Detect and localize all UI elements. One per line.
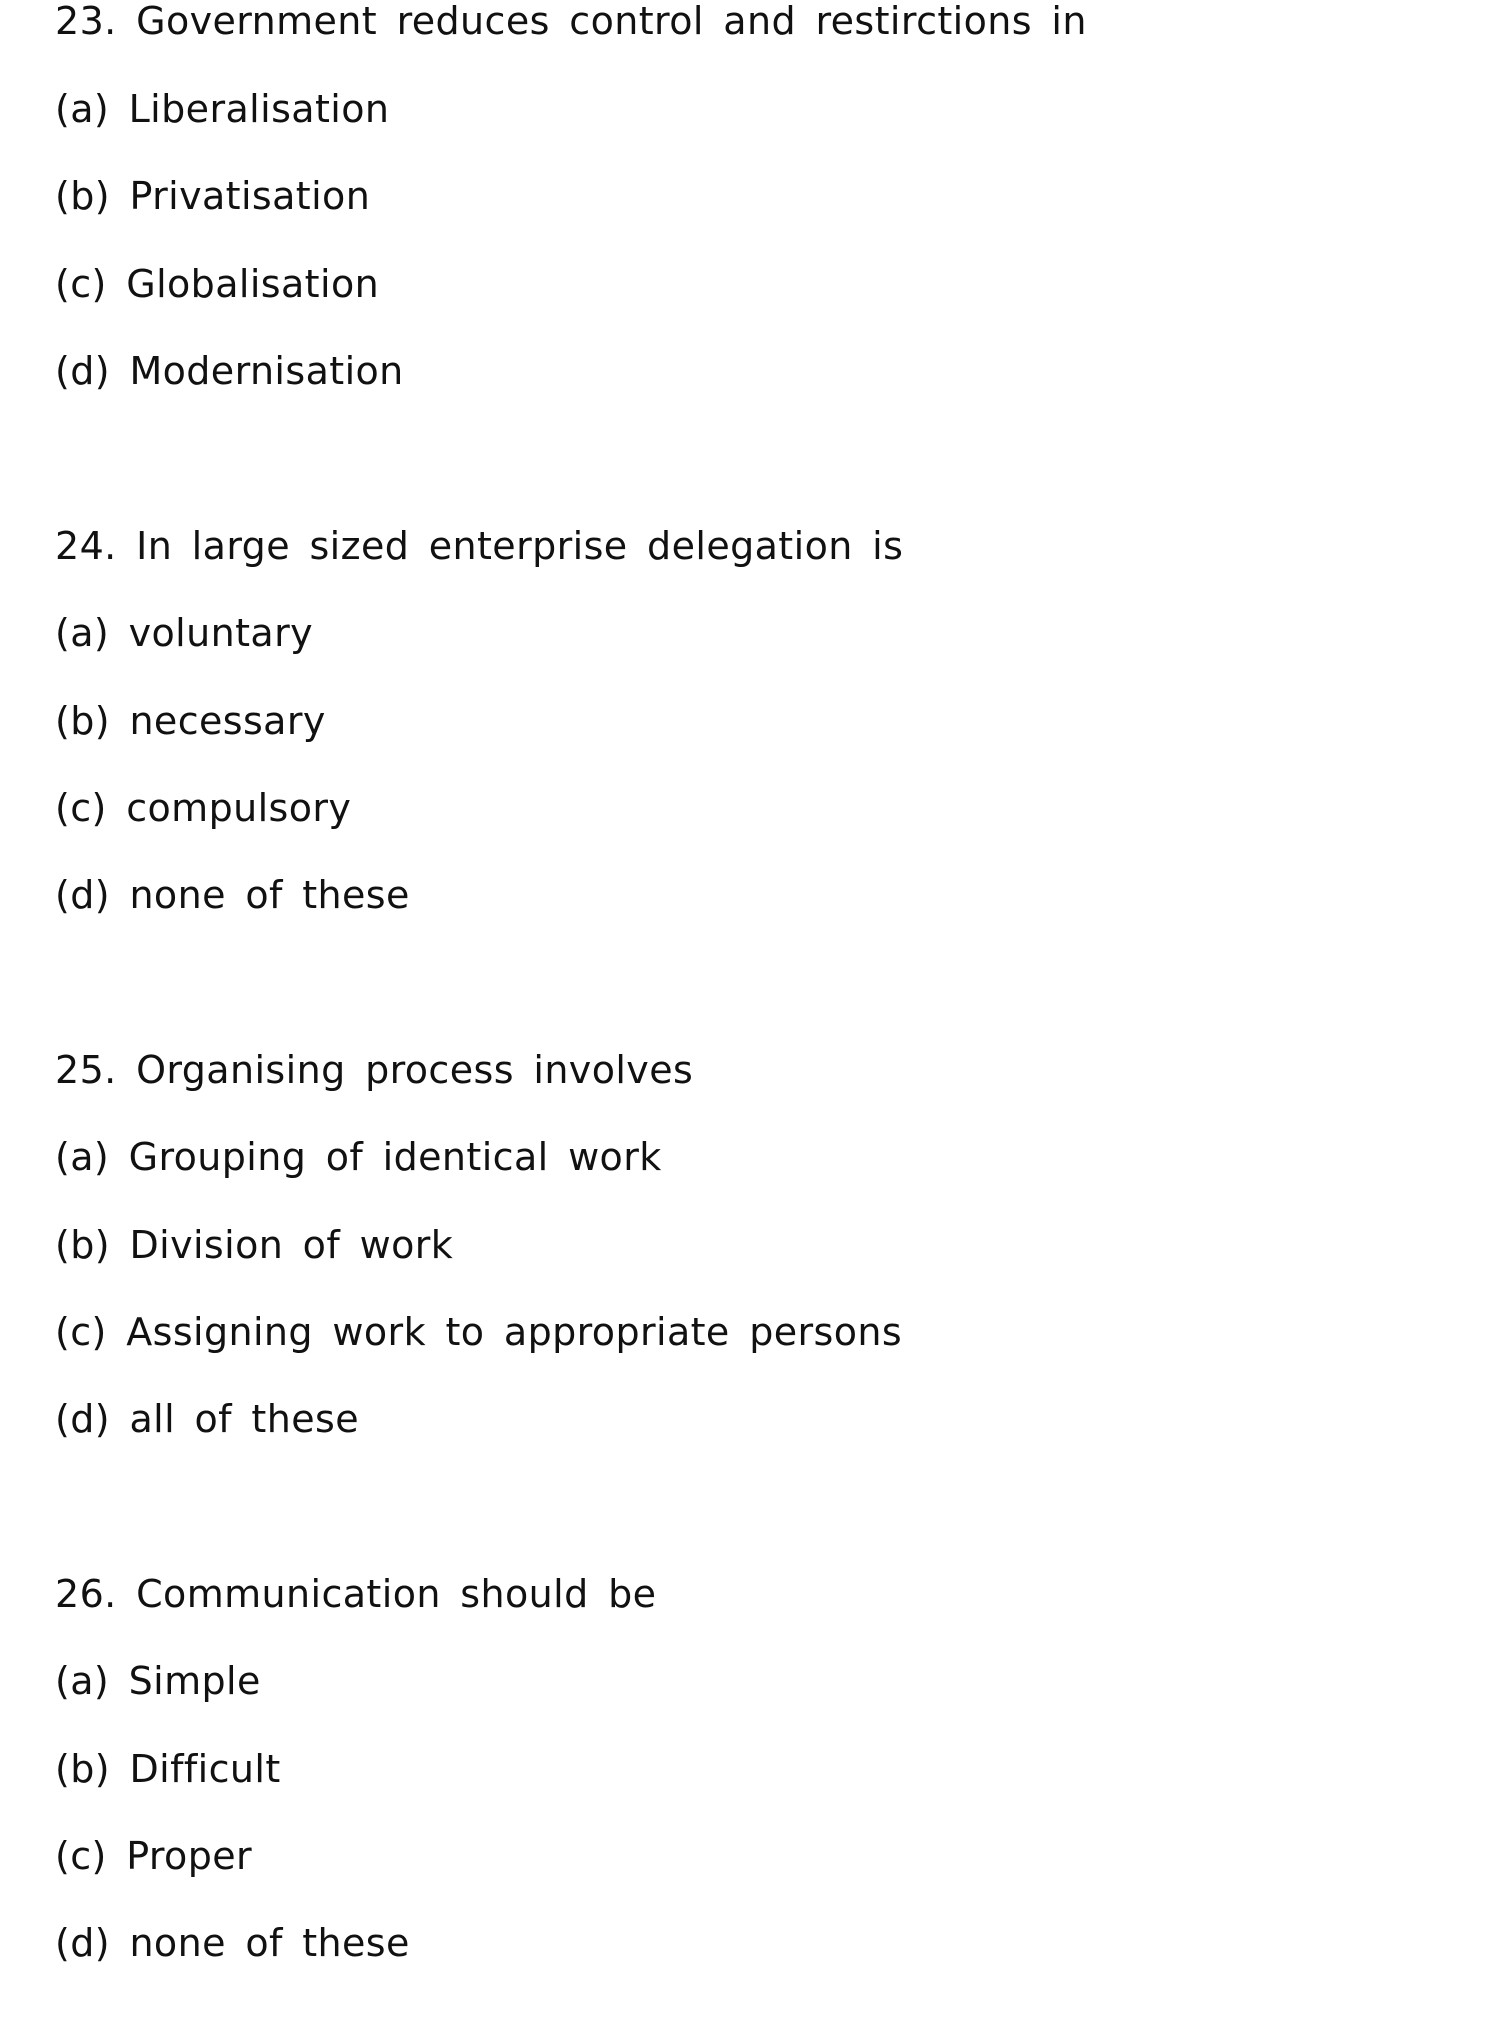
question-23-option-b: (b) Privatisation <box>55 174 371 218</box>
question-26-option-a: (a) Simple <box>55 1659 261 1703</box>
question-25-option-a: (a) Grouping of identical work <box>55 1135 662 1179</box>
question-24-option-b: (b) necessary <box>55 699 326 743</box>
question-26-option-c: (c) Proper <box>55 1834 253 1878</box>
question-24-option-d: (d) none of these <box>55 873 410 917</box>
question-25-option-c: (c) Assigning work to appropriate persons <box>55 1310 903 1354</box>
question-25-stem: 25. Organising process involves <box>55 1048 694 1092</box>
question-26-stem: 26. Communication should be <box>55 1572 657 1616</box>
question-24-option-c: (c) compulsory <box>55 786 352 830</box>
question-23-option-c: (c) Globalisation <box>55 262 380 306</box>
question-25-option-d: (d) all of these <box>55 1397 359 1441</box>
question-26-option-d: (d) none of these <box>55 1921 410 1965</box>
question-25-option-b: (b) Division of work <box>55 1223 454 1267</box>
question-23-stem: 23. Government reduces control and restirctions in <box>55 0 1087 43</box>
question-23-option-d: (d) Modernisation <box>55 349 404 393</box>
question-24-option-a: (a) voluntary <box>55 611 313 655</box>
question-24-stem: 24. In large sized enterprise delegation is <box>55 524 904 568</box>
question-26-option-b: (b) Difficult <box>55 1747 281 1791</box>
question-23-option-a: (a) Liberalisation <box>55 87 390 131</box>
